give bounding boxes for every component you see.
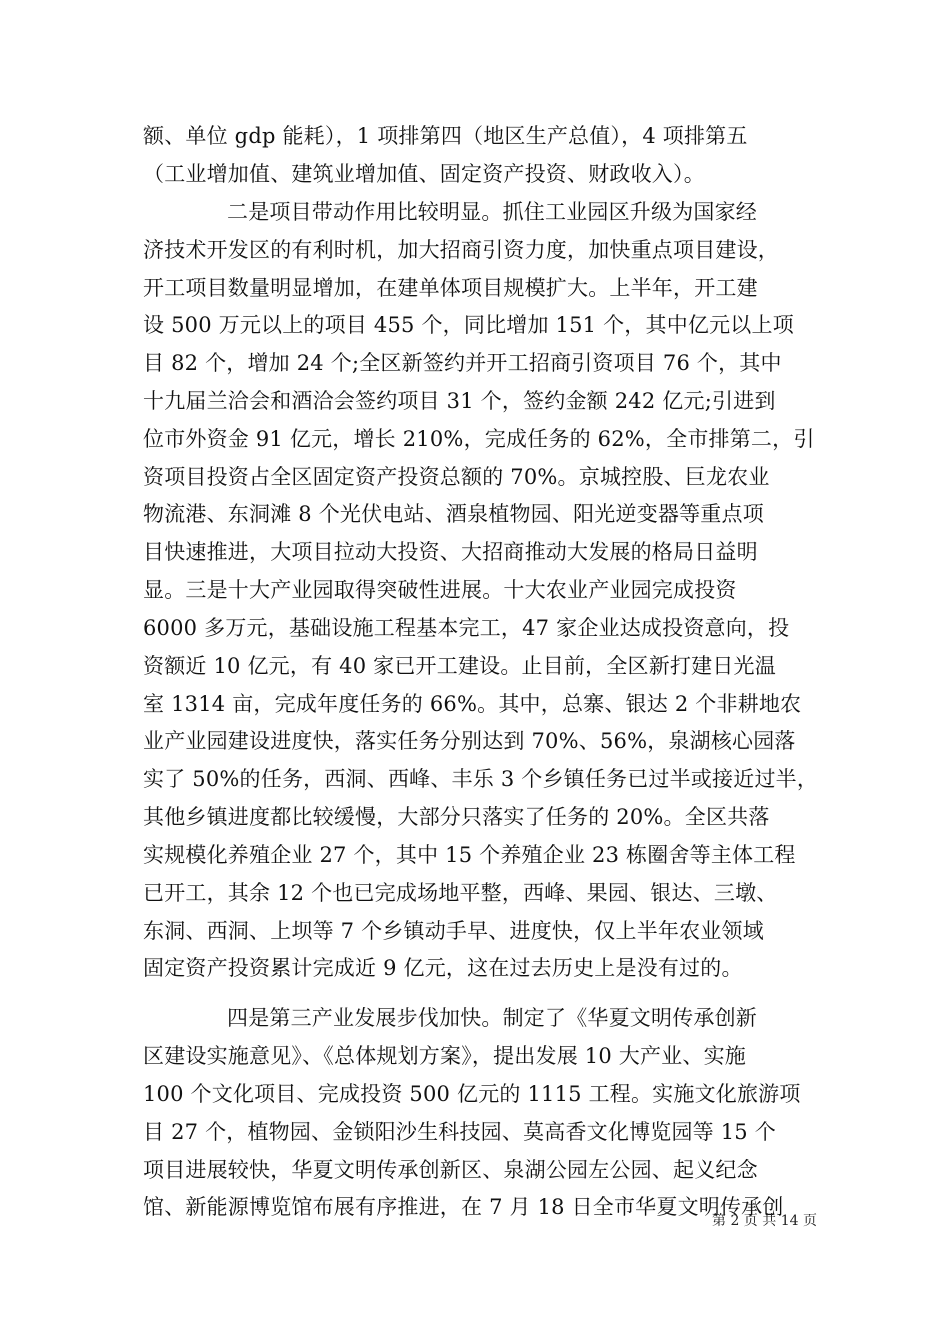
text-line: 目快速推进，大项目拉动大投资、大招商推动大发展的格局日益明 (143, 540, 758, 564)
text-line: 显。三是十大产业园取得突破性进展。十大农业产业园完成投资 (143, 578, 737, 602)
paragraph-start-line: 二是项目带动作用比较明显。抓住工业园区升级为国家经 (227, 200, 757, 224)
text-line: 室 1314 亩，完成年度任务的 66%。其中，总寨、银达 2 个非耕地农 (143, 692, 802, 716)
text-line: 固定资产投资累计完成近 9 亿元，这在过去历史上是没有过的。 (143, 956, 743, 980)
text-line: 目 27 个，植物园、金锁阳沙生科技园、莫高香文化博览园等 15 个 (143, 1120, 776, 1144)
text-line: 济技术开发区的有利时机，加大招商引资力度，加快重点项目建设， (143, 238, 779, 262)
text-line: 项目进展较快，华夏文明传承创新区、泉湖公园左公园、起义纪念 (143, 1158, 758, 1182)
text-line: 位市外资金 91 亿元，增长 210%，完成任务的 62%，全市排第二，引 (143, 427, 815, 451)
text-line: 实规模化养殖企业 27 个，其中 15 个养殖企业 23 栋圈舍等主体工程 (143, 843, 796, 867)
text-line: 区建设实施意见》、《总体规划方案》，提出发展 10 大产业、实施 (143, 1044, 746, 1068)
text-line: 100 个文化项目、完成投资 500 亿元的 1115 工程。实施文化旅游项 (143, 1082, 801, 1106)
text-line: 资项目投资占全区固定资产投资总额的 70%。京城控股、巨龙农业 (143, 465, 770, 489)
text-line: 物流港、东洞滩 8 个光伏电站、酒泉植物园、阳光逆变器等重点项 (143, 502, 764, 526)
text-line: 实了 50%的任务，西洞、西峰、丰乐 3 个乡镇任务已过半或接近过半， (143, 767, 819, 791)
text-line: 6000 多万元，基础设施工程基本完工，47 家企业达成投资意向，投 (143, 616, 790, 640)
page-number-footer: 第 2 页 共 14 页 (712, 1213, 817, 1229)
paragraph-start-line: 四是第三产业发展步伐加快。制定了《华夏文明传承创新 (227, 1006, 757, 1030)
text-line: 东洞、西洞、上坝等 7 个乡镇动手早、进度快，仅上半年农业领域 (143, 919, 764, 943)
text-line: 馆、新能源博览馆布展有序推进，在 7 月 18 日全市华夏文明传承创 (143, 1195, 784, 1219)
text-line: 资额近 10 亿元，有 40 家已开工建设。止目前，全区新打建日光温 (143, 654, 776, 678)
text-line: 已开工，其余 12 个也已完成场地平整，西峰、果园、银达、三墩、 (143, 881, 778, 905)
text-line: 开工项目数量明显增加，在建单体项目规模扩大。上半年，开工建 (143, 276, 758, 300)
text-line: 设 500 万元以上的项目 455 个，同比增加 151 个，其中亿元以上项 (143, 313, 794, 337)
text-line: 业产业园建设进度快，落实任务分别达到 70%、56%，泉湖核心园落 (143, 729, 796, 753)
text-line: 其他乡镇进度都比较缓慢，大部分只落实了任务的 20%。全区共落 (143, 805, 770, 829)
text-line: 目 82 个，增加 24 个;全区新签约并开工招商引资项目 76 个，其中 (143, 351, 782, 375)
text-line: 十九届兰洽会和酒洽会签约项目 31 个，签约金额 242 亿元;引进到 (143, 389, 776, 413)
text-line: 额、单位 gdp 能耗），1 项排第四（地区生产总值），4 项排第五 (143, 124, 748, 148)
text-line: （工业增加值、建筑业增加值、固定资产投资、财政收入）。 (143, 162, 705, 186)
